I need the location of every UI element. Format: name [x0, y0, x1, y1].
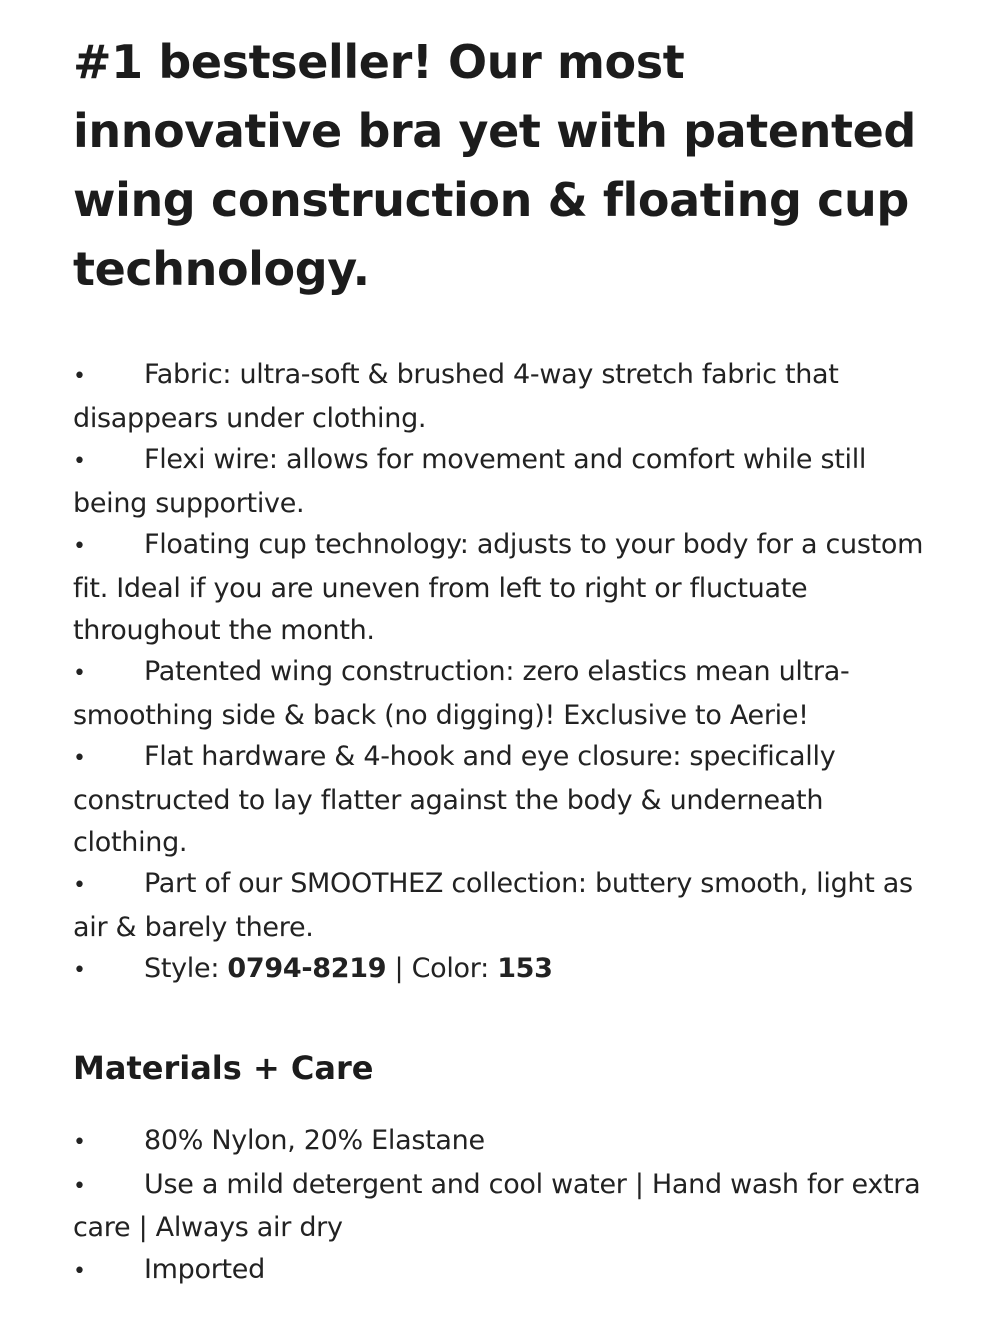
color-code: 153: [497, 953, 553, 985]
list-item: [73, 651, 943, 736]
list-item: [73, 1249, 943, 1293]
materials-care-list: [73, 1120, 943, 1292]
list-item: [73, 524, 943, 651]
list-item: [73, 1164, 943, 1249]
bullet-icon: •: [73, 1129, 86, 1155]
care-text: Imported: [144, 1253, 265, 1285]
style-color-item: [73, 948, 943, 992]
feature-list: [73, 354, 943, 992]
bullet-icon: •: [73, 873, 86, 899]
bullet-icon: •: [73, 364, 86, 389]
bullet-icon: •: [73, 746, 86, 772]
bullet-icon: •: [73, 958, 86, 984]
color-label: | Color:: [386, 953, 498, 985]
bullet-icon: •: [73, 1173, 86, 1199]
list-item: [73, 736, 943, 863]
feature-text: Floating cup technology: adjusts to your body for a custom fit. Ideal if you are uneven from left to right or fluctuate throughout the month.: [73, 529, 924, 646]
care-text: Use a mild detergent and cool water | Hand wash for extra care | Always air dry: [73, 1168, 921, 1244]
list-item: [73, 863, 943, 948]
feature-text: Flat hardware & 4-hook and eye closure: specifically constructed to lay flatter against the body & underneath clothing.: [73, 741, 836, 858]
product-description: [73, 28, 943, 1292]
style-number: 0794-8219: [227, 953, 387, 985]
feature-text: Patented wing construction: zero elastics mean ultra-smoothing side & back (no digging)! Exclusive to Aerie!: [73, 656, 850, 731]
bullet-icon: •: [73, 449, 86, 475]
style-label: Style:: [144, 953, 228, 985]
feature-text: Part of our SMOOTHEZ collection: buttery smooth, light as air & barely there.: [73, 868, 913, 943]
list-item: [73, 1120, 943, 1164]
feature-text: Fabric: ultra-soft & brushed 4-way stretch fabric that disappears under clothing.: [73, 359, 839, 434]
list-item: [73, 439, 943, 524]
bullet-icon: •: [73, 1258, 86, 1284]
list-item: [73, 354, 943, 439]
product-headline: #1 bestseller! Our most innovative bra yet with patented wing construction & floating cup technology.: [73, 35, 916, 296]
feature-text: Flexi wire: allows for movement and comfort while still being supportive.: [73, 444, 867, 519]
materials-care-title: Materials + Care: [73, 1048, 374, 1087]
bullet-icon: •: [73, 661, 86, 687]
care-text: 80% Nylon, 20% Elastane: [144, 1124, 485, 1156]
bullet-icon: •: [73, 534, 86, 560]
